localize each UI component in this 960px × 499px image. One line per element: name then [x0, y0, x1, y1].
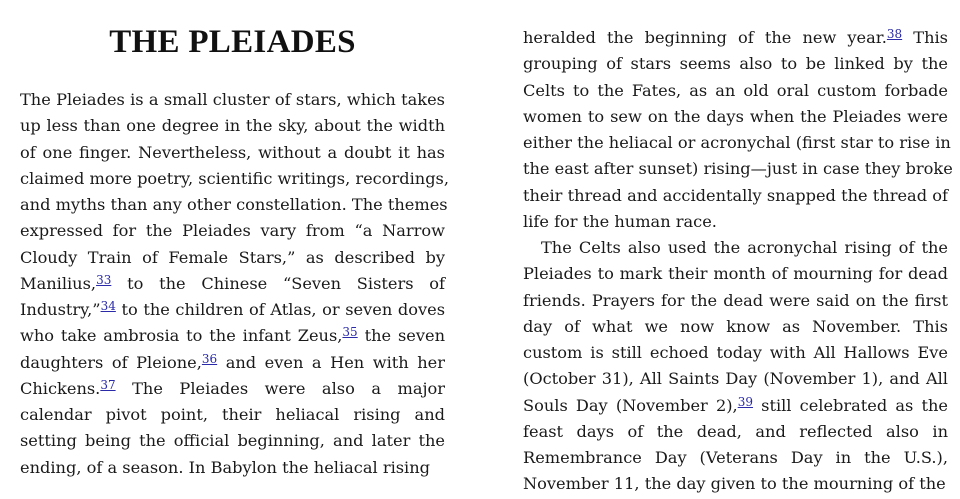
text-line: [523, 183, 948, 209]
footnote-link[interactable]: 39: [737, 394, 753, 409]
text-line: [523, 288, 948, 314]
text-run: Celts to the Fates, as an old oral custom forbade: [523, 80, 948, 100]
text-run: their thread and accidentally snapped the thread of: [523, 185, 948, 205]
footnote-link[interactable]: 33: [96, 272, 112, 287]
text-run: This: [902, 28, 948, 47]
text-run: setting being the official beginning, and later the: [20, 431, 445, 451]
text-line: [523, 130, 951, 156]
text-run: ending, of a season. In Babylon the heliacal rising: [20, 457, 431, 477]
text-run: The Celts also used the acronychal rising of the: [541, 238, 948, 257]
text-line: [20, 376, 445, 402]
text-run: The Pleiades is a small cluster of stars, which takes: [20, 90, 445, 109]
text-run: The Pleiades were also a major: [115, 378, 445, 398]
text-line: [20, 218, 445, 244]
text-run: custom is still echoed today with All Hallows Eve: [523, 343, 948, 362]
text-line: [20, 192, 448, 218]
text-run: and even a Hen with her: [217, 352, 446, 372]
text-run: and myths than any other constellation. The themes: [20, 195, 448, 214]
text-line: [523, 314, 948, 340]
text-run: November 11, the day given to the mourning of the: [523, 474, 946, 494]
text-line: [523, 393, 948, 419]
text-run: of one finger. Nevertheless, without a doubt it has: [20, 142, 445, 162]
text-run: daughters of Pleione,: [20, 352, 202, 372]
text-line: [523, 209, 948, 235]
text-line: [523, 25, 948, 51]
text-line: [20, 428, 445, 454]
text-run: friends. Prayers for the dead were said on the first: [523, 290, 948, 310]
text-run: life for the human race.: [523, 211, 717, 231]
text-run: either the heliacal or acronychal (first star to rise in: [523, 133, 951, 152]
text-line: [20, 271, 445, 297]
text-line: [523, 340, 948, 366]
text-line: [523, 419, 948, 445]
text-line: [20, 245, 445, 271]
text-line: [523, 51, 948, 77]
text-run: expressed for the Pleiades vary from “a Narrow: [20, 221, 445, 241]
text-run: Chickens.: [20, 378, 101, 398]
text-run: day of what we now know as November. This: [523, 316, 948, 336]
text-run: the seven: [357, 326, 445, 346]
footnote-link[interactable]: 38: [886, 27, 903, 41]
text-run: Manilius,: [20, 273, 97, 293]
text-line: [20, 140, 445, 166]
text-line: [20, 166, 450, 192]
text-run: heralded the beginning of the new year.: [523, 28, 887, 47]
text-run: up less than one degree in the sky, about the width: [20, 116, 445, 136]
text-run: claimed more poetry, scientific writings, recordings,: [20, 168, 450, 188]
text-run: Industry,”: [20, 300, 101, 319]
text-line: [523, 261, 948, 287]
chapter-title: THE PLEIADES: [109, 24, 356, 60]
text-line: [20, 402, 445, 428]
text-run: to the children of Atlas, or seven doves: [115, 300, 445, 319]
text-run: the east after sunset) rising—just in case they broke: [523, 159, 953, 179]
footnote-link[interactable]: 37: [100, 377, 116, 392]
text-run: still celebrated as the: [752, 395, 948, 415]
text-line: [20, 323, 445, 349]
text-run: to the Chinese “Seven Sisters of: [111, 273, 445, 293]
footnote-link[interactable]: 36: [201, 351, 218, 366]
text-run: (October 31), All Saints Day (November 1), and All: [523, 369, 948, 389]
text-run: grouping of stars seems also to be linked by the: [523, 54, 948, 74]
text-run: feast days of the dead, and reflected also in: [523, 421, 948, 441]
text-line: [523, 104, 948, 130]
text-run: Souls Day (November 2),: [523, 395, 738, 415]
text-run: who take ambrosia to the infant Zeus,: [20, 326, 343, 346]
text-line: [523, 445, 948, 471]
text-line: [20, 87, 445, 113]
text-line: [20, 297, 445, 323]
text-line: [20, 455, 445, 481]
text-run: Cloudy Train of Female Stars,” as described by: [20, 247, 445, 267]
text-run: Pleiades to mark their month of mourning for dead: [523, 264, 948, 284]
text-run: Remembrance Day (Veterans Day in the U.S.),: [523, 448, 948, 467]
footnote-link[interactable]: 34: [100, 299, 116, 313]
text-line: [523, 235, 948, 261]
text-run: calendar pivot point, their heliacal rising and: [20, 405, 445, 424]
text-line: [523, 471, 948, 497]
text-line: [20, 350, 445, 376]
text-line: [523, 156, 953, 182]
text-line: [523, 78, 948, 104]
text-line: [523, 366, 948, 392]
footnote-link[interactable]: 35: [342, 325, 358, 340]
text-line: [20, 113, 445, 139]
text-run: women to sew on the days when the Pleiades were: [523, 106, 948, 126]
